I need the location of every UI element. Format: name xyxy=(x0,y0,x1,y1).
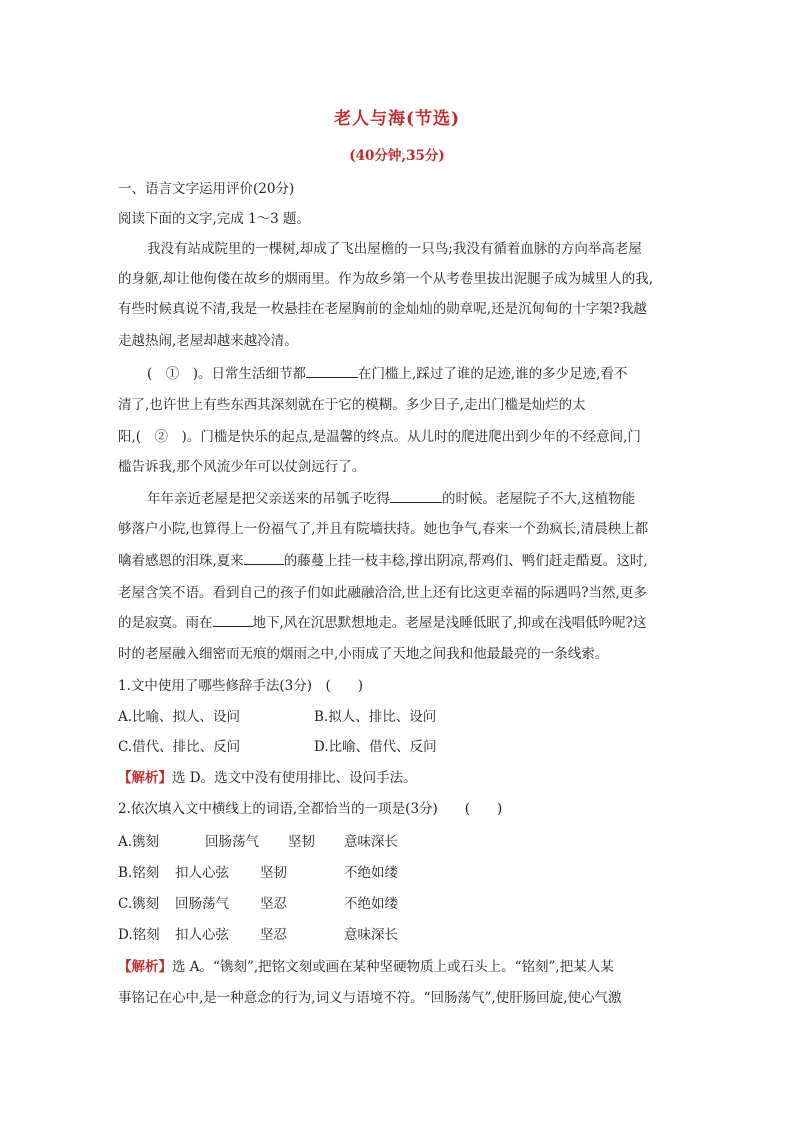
q1-option-a: A.比喻、拟人、设问 xyxy=(118,709,241,725)
q2-option-c-word4: 不绝如缕 xyxy=(344,896,398,912)
q1-option-c: C.借代、排比、反问 xyxy=(118,739,241,755)
q2-option-a-letter: A.镌刻 xyxy=(118,834,160,850)
question-2-stem: 2.依次填入文中横线上的词语,全都恰当的一项是(3分) ( ) xyxy=(118,801,503,817)
passage-line xyxy=(118,428,641,446)
passage-line: 老屋含笑不语。看到自己的孩子们如此融融洽洽,世上还有比这更幸福的际遇吗?当然,更多 xyxy=(118,585,647,601)
passage-text: 噙着感恩的泪珠,夏来 xyxy=(118,553,244,569)
passage-text: 年年亲近老屋是把父亲送来的吊瓠子吃得 xyxy=(147,491,390,507)
passage-text: 地下,风在沉思默想地走。老屋是浅睡低眠了,抑或在浅唱低吟呢?这 xyxy=(252,615,647,631)
q2-option-a-word3: 坚韧 xyxy=(288,834,315,850)
fill-blank xyxy=(213,614,253,627)
q2-option-c-word3: 坚忍 xyxy=(260,896,287,912)
analysis-label: 【解析】 xyxy=(118,770,172,786)
reading-instruction: 阅读下面的文字,完成 1～3 题。 xyxy=(118,211,311,227)
passage-line: 槛告诉我,那个风流少年可以仗剑远行了。 xyxy=(118,459,366,475)
passage-line: 的身躯,却让他佝偻在故乡的烟雨里。作为故乡第一个从考卷里拔出泥腿子成为城里人的我, xyxy=(118,271,654,287)
passage-line xyxy=(147,490,635,508)
q2-option-c-letter: C.镌刻 xyxy=(118,896,160,912)
section-heading: 一、语言文字运用评价(20分) xyxy=(118,181,295,197)
question-1-stem: 1.文中使用了哪些修辞手法(3分) ( ) xyxy=(118,678,364,694)
passage-text: 阳,( ② )。 xyxy=(118,429,201,445)
q2-option-d-word3: 坚忍 xyxy=(260,927,287,943)
passage-line: 走越热闹,老屋却越来越冷清。 xyxy=(118,333,298,349)
passage-line: 有些时候真说不清,我是一枚悬挂在老屋胸前的金灿灿的勋章呢,还是沉甸甸的十字架?我越 xyxy=(118,301,647,317)
analysis-text: 选 A。“镌刻”,把铭文刻或画在某种坚硬物质上或石头上。“铭刻”,把某人某 xyxy=(172,959,614,975)
passage-text: 的藤蔓上挂一枝丰稔,撑出阴凉,帮鸡们、鸭们赶走酷夏。这时, xyxy=(283,553,648,569)
q2-option-b-word4: 不绝如缕 xyxy=(344,865,398,881)
passage-line: 够落户小院,也算得上一份福气了,并且有院墙扶持。她也争气,春来一个劲疯长,清晨秧上都 xyxy=(118,521,649,537)
q2-analysis-continued: 事铭记在心中,是一种意念的行为,词义与语境不符。“回肠荡气”,使肝肠回旋,使心气激 xyxy=(118,990,622,1006)
q2-option-b-word2: 扣人心弦 xyxy=(175,865,229,881)
fill-blank xyxy=(306,365,358,378)
q2-analysis xyxy=(118,958,614,976)
passage-line: 我没有站成院里的一棵树,却成了飞出屋檐的一只鸟;我没有循着血脉的方向举高老屋 xyxy=(147,241,642,257)
analysis-text: 选 D。选文中没有使用排比、设问手法。 xyxy=(172,770,417,786)
passage-text: 的时候。老屋院子不大,这植物能 xyxy=(442,491,636,507)
fill-blank xyxy=(244,552,284,565)
q2-option-a-word2: 回肠荡气 xyxy=(205,834,259,850)
q2-option-c-word2: 回肠荡气 xyxy=(175,896,229,912)
fill-blank xyxy=(390,490,442,503)
q2-option-d-word4: 意味深长 xyxy=(344,927,398,943)
q2-option-a-word4: 意味深长 xyxy=(344,834,398,850)
passage-line xyxy=(118,552,648,570)
q1-option-d: D.比喻、借代、反问 xyxy=(314,739,437,755)
q2-option-b-word3: 坚韧 xyxy=(260,865,287,881)
passage-line: 清了,也许世上有些东西其深刻就在于它的模糊。多少日子,走出门槛是灿烂的太 xyxy=(118,397,586,413)
document-title: 老人与海(节选) xyxy=(333,109,461,129)
q1-option-b: B.拟人、排比、设问 xyxy=(314,709,437,725)
passage-text: 门槛是快乐的起点,是温馨的终点。从儿时的爬进爬出到少年的不经意间,门 xyxy=(200,429,641,445)
passage-line: 时的老屋融入细密而无痕的烟雨之中,小雨成了天地之间我和他最最亮的一条线索。 xyxy=(118,646,609,662)
q2-option-d-letter: D.铭刻 xyxy=(118,927,160,943)
passage-text: ( ① )。日常生活细节都 xyxy=(147,366,307,382)
q2-option-b-letter: B.铭刻 xyxy=(118,865,160,881)
document-subtitle: (40分钟,35分) xyxy=(349,148,445,164)
q1-analysis xyxy=(118,769,417,787)
passage-text: 在门槛上,踩过了谁的足迹,谁的多少足迹,看不 xyxy=(358,366,628,382)
passage-line xyxy=(147,365,627,383)
passage-line xyxy=(118,614,646,632)
analysis-label: 【解析】 xyxy=(118,959,172,975)
passage-text: 的是寂寞。雨在 xyxy=(118,615,213,631)
q2-option-d-word2: 扣人心弦 xyxy=(175,927,229,943)
